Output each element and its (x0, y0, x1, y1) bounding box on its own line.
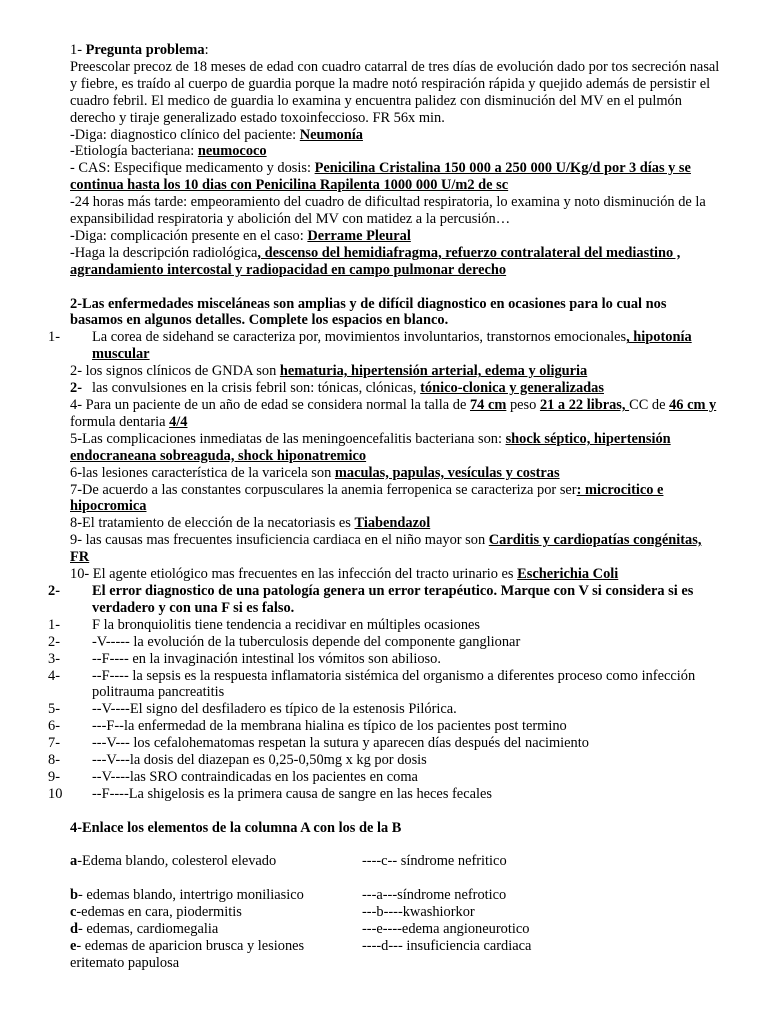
q2-item-4-cc: 46 cm y (669, 397, 717, 414)
q2-item-6 (70, 465, 722, 482)
q1-cas-label: - CAS: Especifique medicamento y dosis: (70, 160, 315, 177)
q2-item-4-text-c: CC de (629, 397, 670, 414)
q2-item-4-talla: 74 cm (469, 397, 507, 414)
q4-column-b: ---a---síndrome nefrotico (362, 887, 507, 904)
q3-item-number: 8- (48, 752, 60, 769)
q3-item-text: ---V--- los cefalohematomas respetan la sutura y aparecen días después del nacimiento (92, 735, 589, 752)
q3-item (48, 718, 722, 735)
q1-diagnosis (70, 127, 722, 144)
q3-item-text: -V----- la evolución de la tuberculosis depende del componente ganglionar (92, 633, 521, 650)
q2-item-4-dentaria: 4/4 (169, 413, 188, 430)
q2-item-8-text: 8-El tratamiento de elección de la necatoriasis es (70, 515, 355, 532)
q2-item-8-answer: Tiabendazol (354, 515, 431, 532)
q3-item-number: 4- (48, 667, 60, 684)
q3-item-number: 7- (48, 735, 60, 752)
q2-item-4 (70, 397, 722, 431)
q4-column-a (70, 887, 362, 904)
q2-item-2 (70, 363, 722, 380)
q3-item-text: ---F--la enfermedad de la membrana hialina es típico de los pacientes post termino (92, 718, 567, 735)
q2-item-5-answer: shock séptico, hipertensión endocraneana sobreaguda, shock hiponatremico (70, 430, 671, 464)
q2-item-3-number: 2- (70, 380, 82, 397)
q1-diagnosis-answer: Neumonía (299, 126, 363, 143)
q3-item (48, 650, 722, 668)
q2-item-9-answer: Carditis y cardiopatías congénitas, FR (70, 532, 702, 566)
q2-item-6-text: 6-las lesiones característica de la varicela son (70, 464, 335, 481)
q1-radiology (70, 245, 722, 279)
q1-radiology-label: -Haga la descripción radiológica (70, 244, 258, 261)
spacer (70, 803, 722, 820)
q2-item-10-answer: Escherichia Coli (517, 566, 619, 583)
q2-item-10 (70, 566, 722, 583)
q3-list (48, 616, 722, 803)
q3-item-number: 9- (48, 768, 60, 785)
q4-row (70, 904, 722, 921)
q4-column-a (70, 904, 362, 921)
q1-cas (70, 160, 722, 194)
q4-column-a (70, 921, 362, 938)
q2-item-7-text: 7-De acuerdo a las constantes corpusculares la anemia ferropenica se caracteriza por ser (70, 481, 577, 498)
q3-item-text: --F---- en la invaginación intestinal los vómitos son abilioso. (92, 650, 441, 667)
q1-later: -24 horas más tarde: empeoramiento del cuadro de dificultad respiratoria, lo examina y noto disminución de la expansibilidad respiratoria y abolición del MV con matidez a la percusión… (70, 194, 706, 228)
q1-etiology-label: -Etiología bacteriana: (70, 143, 198, 160)
q3-heading (48, 582, 722, 617)
q1-title-colon: : (204, 42, 209, 58)
q3-item-text: --V----las SRO contraindicadas en los pacientes en coma (92, 768, 418, 785)
q3-item-text: --V----El signo del desfiladero es típico de la estenosis Pilórica. (92, 701, 457, 718)
q3-item-number: 2- (48, 633, 60, 650)
q2-item-1-number: 1- (48, 329, 60, 346)
q4-row (70, 921, 722, 938)
q2-item-4-text-a: 4- Para un paciente de un año de edad se considera normal la talla de (70, 397, 470, 414)
q2-item-6-answer: maculas, papulas, vesículas y costras (334, 464, 560, 481)
q2-item-2-text: 2- los signos clínicos de GNDA son (70, 363, 280, 380)
q4-letter: d (70, 921, 79, 938)
q3-item (48, 667, 722, 702)
q4-letter: c (70, 904, 77, 921)
q1-number: 1- (70, 42, 82, 58)
q2-item-9-text: 9- las causas mas frecuentes insuficiencia cardiaca en el niño mayor son (70, 532, 489, 549)
q2-item-1-answer: , hipotonía muscular (92, 329, 692, 363)
q4-letter: e (70, 937, 77, 954)
q2-item-3-text: las convulsiones en la crisis febril son: tónicas, clónicas, (92, 380, 421, 397)
q1-etiology (70, 143, 722, 160)
q2-item-8 (70, 515, 722, 532)
q3-item-text: --F----La shigelosis es la primera causa de sangre en las heces fecales (92, 785, 492, 802)
q2-item-4-text-d: formula dentaria (70, 413, 170, 430)
q4-column-a-text: -Edema blando, colesterol elevado (77, 853, 277, 870)
q3-item-text: F la bronquiolitis tiene tendencia a recidivar en múltiples ocasiones (92, 616, 481, 633)
q3-item-number: 6- (48, 718, 60, 735)
q3-item-number: 5- (48, 701, 60, 718)
q1-intro: Preescolar precoz de 18 meses de edad con cuadro catarral de tres días de evolución dado por tos secreción nasal y fiebre, es traído al cuerpo de guardia porque la madre notó respiración rápida y quejido además de persistir el cuadro febril. El medico de guardia lo examina y encuentra palidez con disminución del MV en el pulmón derecho y tiraje generalizado estado toxoinfeccioso. FR 56x min. (70, 58, 720, 126)
q4-heading-text: 4-Enlace los elementos de la columna A con los de la B (70, 819, 402, 836)
q1-complication-answer: Derrame Pleural (307, 227, 411, 244)
q2-item-7 (70, 482, 722, 516)
q4-column-a-text: - edemas de aparicion brusca y lesiones (76, 937, 305, 954)
q3-item-number: 1- (48, 616, 60, 633)
q3-item-number: 10 (48, 785, 63, 802)
q1-complication (70, 228, 722, 245)
q4-letter: b (70, 887, 79, 904)
q3-item (48, 616, 722, 634)
q1-complication-label: -Diga: complicación presente en el caso: (70, 227, 308, 244)
q2-item-1 (48, 329, 722, 363)
q2-item-7-answer: : microcitico e hipocromica (70, 481, 664, 515)
q2-item-5 (70, 431, 722, 465)
q3-number: 2- (48, 582, 60, 599)
q4-column-a-text: - edemas, cardiomegalia (78, 921, 219, 938)
q3-item-text: ---V---la dosis del diazepan es 0,25-0,50mg x kg por dosis (92, 752, 427, 769)
q1-diagnosis-label: -Diga: diagnostico clínico del paciente: (70, 126, 300, 143)
q2-item-1-text: La corea de sidehand se caracteriza por, movimientos involuntarios, transtornos emocionales (92, 329, 627, 346)
q3-item (48, 735, 722, 752)
q2-item-4-peso: 21 a 22 libras, (539, 397, 630, 414)
q1-title-line (70, 42, 722, 59)
q2-item-9 (70, 532, 722, 566)
q4-column-a-text: -edemas en cara, piodermitis (76, 904, 242, 921)
spacer (70, 870, 722, 887)
q2-item-3 (70, 380, 722, 397)
q4-column-b: ---e----edema angioneurotico (362, 921, 530, 938)
document-page (48, 42, 722, 972)
q4-column-a (70, 938, 362, 955)
spacer (70, 279, 722, 296)
q4-letter: a (70, 853, 78, 870)
q3-item (48, 701, 722, 718)
q1-title: Pregunta problema (85, 42, 205, 58)
q4-column-b: ----c-- síndrome nefritico (362, 853, 507, 870)
q4-heading (70, 820, 722, 837)
q3-item-number: 3- (48, 650, 60, 667)
q1-radiology-answer: , descenso del hemidiafragma, refuerzo contralateral del mediastino , agrandamiento intercostal y radiopacidad en campo pulmonar derecho (70, 244, 681, 278)
q1-cas-answer: Penicilina Cristalina 150 000 a 250 000 U/Kg/d por 3 días y se continua hasta los 10 dias con Penicilina Rapilenta 1000 000 U/m2 de sc (70, 160, 691, 194)
q4-row (70, 887, 722, 904)
q2-item-10-text: 10- El agente etiológico mas frecuentes en las infección del tracto urinario es (70, 566, 518, 583)
q4-column-a-text: - edemas blando, intertrigo moniliasico (78, 887, 304, 904)
q2-item-3-answer: tónico-clonica y generalizadas (420, 380, 604, 397)
q2-item-2-answer: hematuria, hipertensión arterial, edema y oliguria (279, 363, 588, 380)
q3-item-text: --F---- la sepsis es la respuesta inflamatoria sistémica del organismo a diferentes proceso como infección politrauma pancreatitis (92, 667, 696, 701)
q4-column-b: ---b----kwashiorkor (362, 904, 475, 921)
q4-column-a (70, 853, 362, 870)
q4-row (70, 853, 722, 870)
q3-item (48, 785, 722, 803)
q2-heading-text: 2-Las enfermedades misceláneas son amplias y de difícil diagnostico en ocasiones para lo cual nos basamos en algunos detalles. Complete los espacios en blanco. (70, 295, 667, 329)
q3-item (48, 752, 722, 769)
q3-item (48, 633, 722, 651)
q1-etiology-answer: neumococo (197, 143, 267, 160)
q3-heading-text: El error diagnostico de una patología genera un error terapéutico. Marque con V si considera si es verdadero y con una F si es falso. (92, 582, 694, 616)
q2-item-5-text: 5-Las complicaciones inmediatas de las meningoencefalitis bacteriana son: (70, 430, 506, 447)
q4-last-line: eritemato papulosa (70, 954, 180, 971)
q2-heading (70, 296, 722, 330)
q2-item-4-text-b: peso (506, 397, 540, 414)
q3-item (48, 768, 722, 786)
q4-row (70, 938, 722, 955)
spacer (70, 837, 722, 854)
q4-column-b: ----d--- insuficiencia cardiaca (362, 937, 532, 954)
